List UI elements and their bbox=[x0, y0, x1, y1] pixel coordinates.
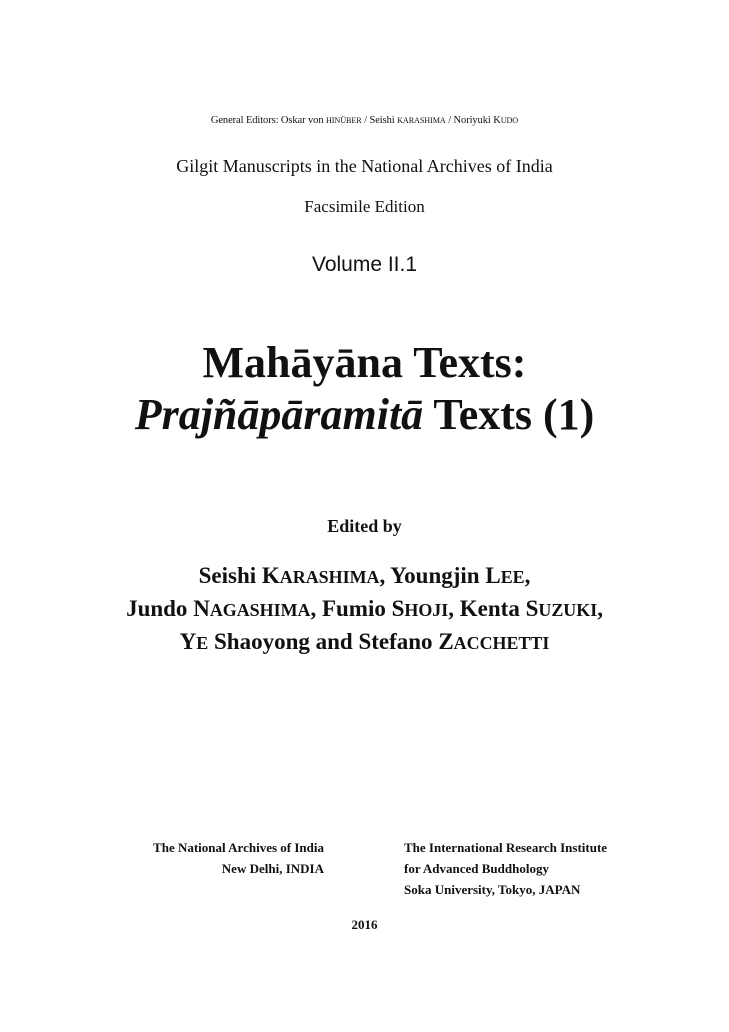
publisher-left bbox=[153, 837, 324, 879]
editor-2-last-rest: EE bbox=[500, 567, 525, 587]
edited-by-label: Edited by bbox=[327, 516, 402, 536]
editor-3-first: Jundo bbox=[126, 596, 194, 621]
editor-kudo-rest: UDO bbox=[500, 116, 519, 125]
publisher-right-line-3: Soka University, Tokyo, JAPAN bbox=[404, 882, 581, 897]
editor-4-last-initial: S bbox=[391, 596, 405, 621]
editor-sep-b: , Fumio bbox=[310, 596, 392, 621]
editor-5-last-rest: UZUKI bbox=[538, 600, 598, 620]
editor-6-last-initial: Y bbox=[179, 629, 197, 654]
series-title: Gilgit Manuscripts in the National Archives of India bbox=[176, 156, 553, 176]
general-editors-sep-2: / Noriyuki bbox=[445, 115, 494, 126]
editor-comma-b: , bbox=[597, 596, 603, 621]
editors-line-2 bbox=[0, 596, 729, 622]
publisher-left-line-2: New Delhi, INDIA bbox=[221, 861, 324, 876]
editor-4-last-rest: HOJI bbox=[404, 600, 449, 620]
publisher-right-line-1: The International Research Institute bbox=[404, 840, 608, 855]
editor-comma-a: , bbox=[524, 563, 531, 588]
editor-7-last-initial: Z bbox=[438, 629, 454, 654]
editor-3-last-rest: AGASHIMA bbox=[209, 600, 311, 620]
editor-1-first: Seishi bbox=[198, 563, 262, 588]
editor-sep-c: , Kenta bbox=[448, 596, 526, 621]
editor-sep-a: , Youngjin bbox=[379, 563, 486, 588]
editor-7-last-rest: ACCHETTI bbox=[453, 633, 550, 653]
editor-5-last-initial: S bbox=[525, 596, 539, 621]
editor-kudo-initial: K bbox=[493, 115, 501, 126]
book-title-line-1: Mahāyāna Texts: bbox=[202, 338, 527, 387]
general-editors-sep-1: / Seishi bbox=[361, 115, 398, 126]
editors-line-3 bbox=[0, 629, 729, 655]
editor-3-last-initial: N bbox=[193, 596, 210, 621]
general-editors-line bbox=[0, 115, 729, 126]
publisher-right bbox=[404, 837, 607, 900]
volume-label: Volume II.1 bbox=[311, 253, 418, 276]
general-editors-label: General Editors: Oskar von bbox=[210, 115, 326, 126]
editor-karashima: KARASHIMA bbox=[397, 116, 446, 125]
editor-6-last-rest: E bbox=[196, 633, 209, 653]
book-title-rest: Texts (1) bbox=[423, 390, 595, 439]
editor-1-last-initial: K bbox=[261, 563, 280, 588]
publication-year: 2016 bbox=[351, 917, 378, 932]
book-title-line-2 bbox=[0, 389, 729, 440]
editors-line-1 bbox=[0, 563, 729, 589]
publisher-left-line-1: The National Archives of India bbox=[153, 840, 324, 855]
editor-sep-d: Shaoyong and Stefano bbox=[208, 629, 439, 654]
book-title-italic: Prajñāpāramitā bbox=[134, 390, 424, 439]
publisher-right-line-2: for Advanced Buddhology bbox=[404, 861, 549, 876]
edition-label: Facsimile Edition bbox=[304, 197, 425, 216]
editor-hinuber: HINÜBER bbox=[326, 116, 362, 125]
editor-2-last-initial: L bbox=[485, 563, 501, 588]
editor-1-last-rest: ARASHIMA bbox=[279, 567, 380, 587]
